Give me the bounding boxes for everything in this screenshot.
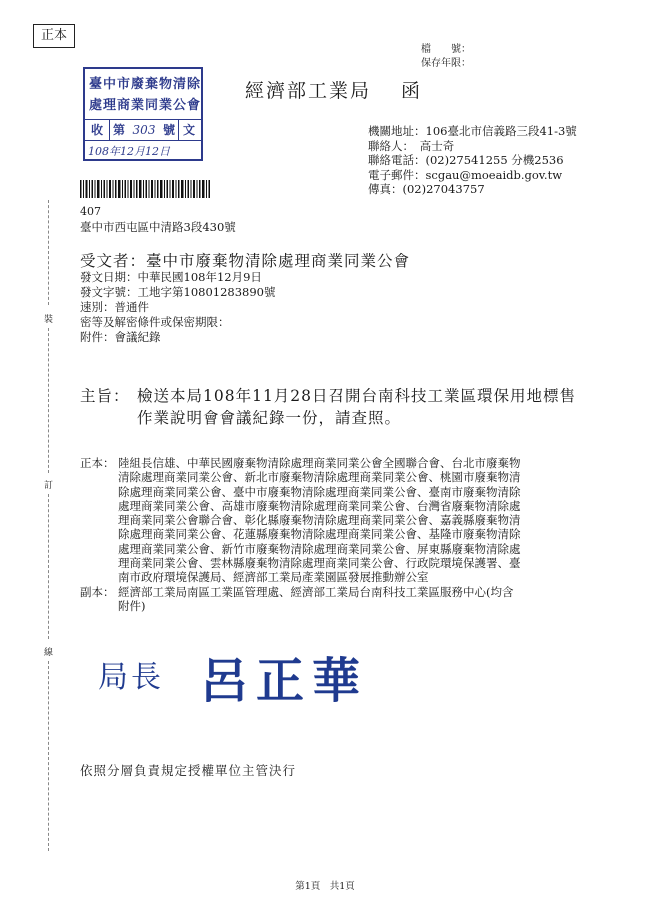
retention-label: 保存年限： <box>421 58 471 69</box>
binding-line <box>48 494 49 639</box>
original-line: 除處理商業同業公會、臺中市廢棄物清除處理商業同業公會、臺南市廢棄物清除 <box>118 484 521 499</box>
distribution <box>80 456 612 613</box>
stamp-received-prefix: 收 <box>85 120 110 140</box>
original-line: 處理商業同業公會、新竹市廢棄物清除處理商業同業公會、屏東縣廢棄物清除處 <box>118 541 521 556</box>
stamp-received-suffix: 號 <box>162 123 175 137</box>
contact-address: 機關地址：106臺北市信義路三段41-3號 <box>368 124 577 138</box>
stamp-date: 108年12月12日 <box>88 145 170 158</box>
copy-mark: 正本 <box>33 24 75 48</box>
doc-details <box>80 270 275 345</box>
director-seal-name: 呂正華 <box>200 653 369 709</box>
contact-email: 電子郵件：scgau@moeaidb.gov.tw <box>368 167 563 182</box>
original-line: 處理商業同業公會、高雄市廢棄物清除處理商業同業公會、台灣省廢棄物清除處 <box>118 498 521 513</box>
original-line: 清除處理商業同業公會、新北市廢棄物清除處理商業同業公會、桃園市廢棄物清 <box>118 470 521 485</box>
binding-mark-1: 裝 <box>44 315 54 325</box>
speed: 速別：普通件 <box>80 300 149 314</box>
original-line: 陸組長信雄、中華民國廢棄物清除處理商業同業公會全國聯合會、台北市廢棄物 <box>118 456 521 470</box>
doc-number: 發文字號：工地字第10801283890號 <box>80 285 276 299</box>
contact-fax: 傳真：(02)27043757 <box>368 182 485 196</box>
stamp-line-2: 處理商業同業公會 <box>89 98 202 113</box>
subject-line-2: 作業說明會會議紀錄一份，請查照。 <box>137 409 402 427</box>
subject-line-1: 檢送本局108年11月28日召開台南科技工業區環保用地標售 <box>137 387 577 405</box>
binding-mark-2: 訂 <box>44 481 54 491</box>
recipient: 受文者：臺中市廢棄物清除處理商業同業公會 <box>80 252 411 270</box>
binding-line <box>48 661 49 851</box>
stamp-line-1: 臺中市廢棄物清除 <box>89 77 202 92</box>
copy-line: 經濟部工業局南區工業區管理處、經濟部工業局台南科技工業區服務中心(均含 <box>118 584 514 599</box>
stamp-received-number: 303 <box>132 123 156 137</box>
contact-block <box>368 124 577 197</box>
agency-name: 經濟部工業局 <box>245 80 372 102</box>
subject <box>80 385 605 429</box>
original-list <box>118 456 612 585</box>
original-line: 南市政府環境保護局、經濟部工業局產業園區發展推動辦公室 <box>118 570 429 585</box>
contact-phone: 聯絡電話：(02)27541255 分機2536 <box>368 153 564 167</box>
binding-line <box>48 328 49 473</box>
binding-line <box>48 200 49 305</box>
authority-note: 依照分層負責規定授權單位主管決行 <box>80 763 297 778</box>
barcode <box>80 180 210 198</box>
classification: 密等及解密條件或保密期限： <box>80 315 230 329</box>
receipt-stamp <box>83 67 203 161</box>
stamp-received-row <box>85 119 201 141</box>
contact-person: 聯絡人： 高士奇 <box>368 138 455 153</box>
director-title: 局長 <box>98 660 164 695</box>
agency-title <box>245 76 422 103</box>
copy-line: 附件) <box>118 598 146 613</box>
recipient-zip: 407 <box>80 205 101 218</box>
original-label: 正本： <box>80 456 115 470</box>
copy-label: 副本： <box>80 584 115 599</box>
stamp-received-end: 文 <box>178 120 199 140</box>
stamp-received-mid: 第 <box>112 123 125 137</box>
doc-type: 函 <box>401 80 423 102</box>
original-line: 理商業同業公會聯合會、彰化縣廢棄物清除處理商業同業公會、嘉義縣廢棄物清 <box>118 513 521 528</box>
page-number: 第1頁 共1頁 <box>295 881 355 892</box>
file-no-label: 檔 號： <box>421 44 471 55</box>
copy-list <box>118 585 612 614</box>
attachment: 附件：會議紀錄 <box>80 330 161 344</box>
original-line: 除處理商業同業公會、花蓮縣廢棄物清除處理商業同業公會、基隆市廢棄物清除 <box>118 527 521 542</box>
binding-mark-3: 線 <box>44 648 54 658</box>
recipient-street: 臺中市西屯區中清路3段430號 <box>80 220 236 234</box>
issue-date: 發文日期：中華民國108年12月9日 <box>80 270 262 284</box>
original-line: 理商業同業公會、雲林縣廢棄物清除處理商業同業公會、行政院環境保護署、臺 <box>118 556 521 571</box>
subject-label: 主旨： <box>80 387 130 405</box>
